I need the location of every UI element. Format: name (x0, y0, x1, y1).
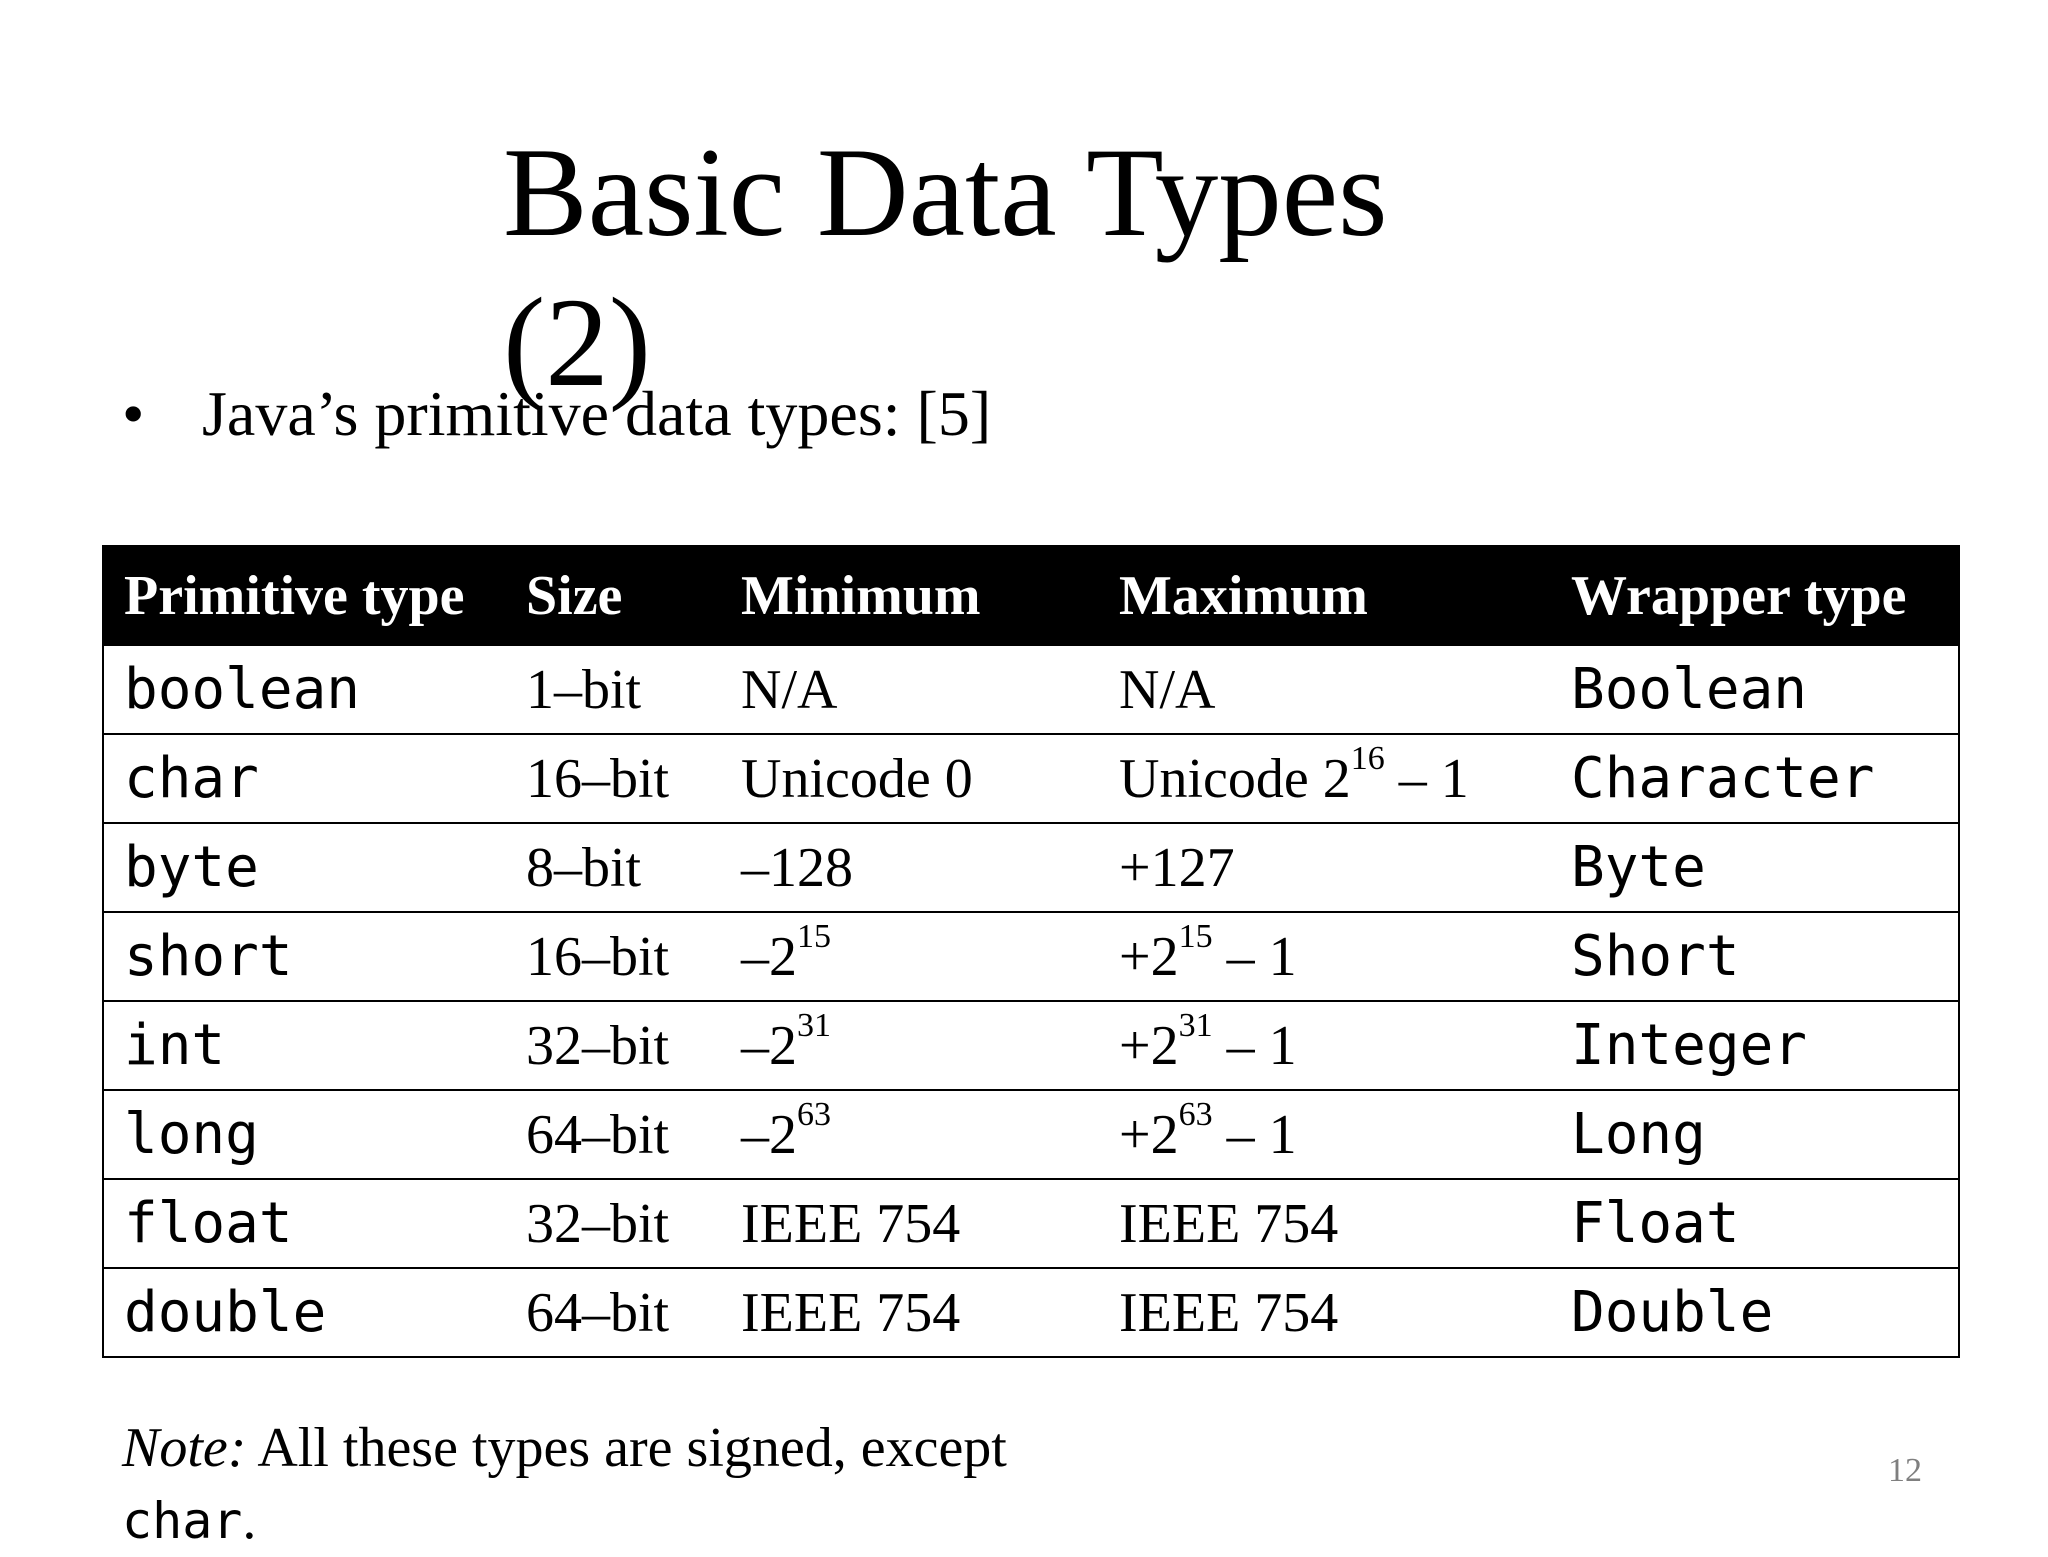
note-text: All these types are signed, except (246, 1417, 1007, 1479)
cell-wrapper-type: Double (1551, 1268, 1959, 1357)
cell-wrapper-type: Long (1551, 1090, 1959, 1179)
cell-minimum (721, 1179, 1099, 1268)
cell-size: 32–bit (506, 1179, 721, 1268)
table-row (103, 645, 1959, 734)
cell-minimum-value (741, 748, 973, 810)
cell-minimum-base: IEEE 754 (741, 1281, 961, 1344)
cell-minimum-value (741, 837, 853, 899)
cell-minimum-value (741, 1193, 960, 1255)
cell-size: 1–bit (506, 645, 721, 734)
cell-wrapper-type: Boolean (1551, 645, 1959, 734)
cell-maximum (1099, 734, 1551, 823)
cell-maximum-base: +2 (1119, 1103, 1179, 1166)
cell-wrapper-type: Float (1551, 1179, 1959, 1268)
page-number: 12 (1888, 1452, 1922, 1489)
cell-minimum-exponent: 63 (797, 1095, 831, 1133)
bullet-point (122, 372, 1022, 456)
cell-minimum-exponent: 31 (797, 1006, 831, 1044)
cell-maximum-value (1119, 917, 1297, 988)
note-code: char (122, 1492, 243, 1550)
cell-minimum-exponent: 15 (797, 917, 831, 955)
primitive-types-table (102, 545, 1960, 1358)
header-minimum: Minimum (721, 546, 1099, 645)
table-row (103, 1268, 1959, 1357)
bullet-text: Java’s primitive data types: [5] (202, 378, 992, 449)
cell-maximum (1099, 823, 1551, 912)
cell-minimum (721, 912, 1099, 1001)
table-row (103, 823, 1959, 912)
cell-size: 32–bit (506, 1001, 721, 1090)
cell-minimum (721, 823, 1099, 912)
cell-maximum-tail: – 1 (1212, 1103, 1297, 1166)
cell-maximum-tail: – 1 (1212, 1014, 1297, 1077)
cell-primitive-type: long (103, 1090, 506, 1179)
cell-maximum (1099, 1268, 1551, 1357)
cell-wrapper-type: Integer (1551, 1001, 1959, 1090)
cell-wrapper-type: Short (1551, 912, 1959, 1001)
cell-maximum-base: IEEE 754 (1119, 1281, 1339, 1344)
cell-primitive-type: short (103, 912, 506, 1001)
cell-maximum-value (1119, 1282, 1338, 1344)
cell-minimum-base: –2 (741, 925, 797, 988)
cell-minimum (721, 645, 1099, 734)
cell-maximum-base: N/A (1119, 658, 1216, 721)
cell-maximum-value (1119, 1006, 1297, 1077)
cell-minimum (721, 1001, 1099, 1090)
bullet-marker: • (122, 378, 145, 449)
note-end: . (242, 1489, 257, 1551)
cell-maximum-tail: – 1 (1212, 925, 1297, 988)
cell-maximum-value (1119, 739, 1469, 810)
table-row (103, 912, 1959, 1001)
cell-minimum-value (741, 1095, 831, 1166)
cell-maximum (1099, 912, 1551, 1001)
footnote (122, 1412, 1122, 1557)
cell-minimum-value (741, 1282, 960, 1344)
cell-minimum-base: –128 (741, 836, 853, 899)
cell-maximum-value (1119, 659, 1215, 721)
cell-minimum (721, 1090, 1099, 1179)
cell-maximum-value (1119, 1095, 1297, 1166)
table-header-row (103, 546, 1959, 645)
cell-primitive-type: boolean (103, 645, 506, 734)
cell-maximum-value (1119, 837, 1235, 899)
cell-size: 64–bit (506, 1090, 721, 1179)
cell-minimum-base: Unicode 0 (741, 747, 973, 810)
note-label: Note: (122, 1417, 247, 1479)
cell-wrapper-type: Byte (1551, 823, 1959, 912)
cell-primitive-type: int (103, 1001, 506, 1090)
cell-maximum-exponent: 16 (1350, 739, 1385, 777)
cell-size: 16–bit (506, 734, 721, 823)
header-primitive-type: Primitive type (103, 546, 506, 645)
header-wrapper-type: Wrapper type (1551, 546, 1959, 645)
table-row (103, 734, 1959, 823)
header-maximum: Maximum (1099, 546, 1551, 645)
cell-minimum-base: –2 (741, 1014, 797, 1077)
cell-maximum (1099, 1090, 1551, 1179)
table-row (103, 1179, 1959, 1268)
cell-primitive-type: double (103, 1268, 506, 1357)
cell-minimum-base: N/A (741, 658, 838, 721)
cell-primitive-type: char (103, 734, 506, 823)
cell-maximum-base: +127 (1119, 836, 1235, 899)
cell-wrapper-type: Character (1551, 734, 1959, 823)
cell-primitive-type: byte (103, 823, 506, 912)
cell-minimum-base: –2 (741, 1103, 797, 1166)
cell-maximum-exponent: 63 (1178, 1095, 1213, 1133)
table-row (103, 1001, 1959, 1090)
cell-size: 64–bit (506, 1268, 721, 1357)
cell-maximum (1099, 1001, 1551, 1090)
cell-maximum (1099, 1179, 1551, 1268)
cell-maximum (1099, 645, 1551, 734)
header-size: Size (506, 546, 721, 645)
cell-size: 8–bit (506, 823, 721, 912)
cell-minimum-value (741, 917, 831, 988)
cell-maximum-base: IEEE 754 (1119, 1192, 1339, 1255)
cell-maximum-base: +2 (1119, 925, 1179, 988)
cell-minimum-base: IEEE 754 (741, 1192, 961, 1255)
table-row (103, 1090, 1959, 1179)
cell-primitive-type: float (103, 1179, 506, 1268)
slide-title: Basic Data Types (2) (503, 123, 1388, 413)
cell-maximum-exponent: 31 (1178, 1006, 1213, 1044)
cell-maximum-tail: – 1 (1384, 747, 1469, 810)
cell-minimum (721, 1268, 1099, 1357)
cell-maximum-base: Unicode 2 (1119, 747, 1351, 810)
cell-size: 16–bit (506, 912, 721, 1001)
cell-maximum-base: +2 (1119, 1014, 1179, 1077)
cell-minimum (721, 734, 1099, 823)
cell-minimum-value (741, 1006, 831, 1077)
cell-maximum-value (1119, 1193, 1338, 1255)
cell-maximum-exponent: 15 (1178, 917, 1213, 955)
cell-minimum-value (741, 659, 837, 721)
